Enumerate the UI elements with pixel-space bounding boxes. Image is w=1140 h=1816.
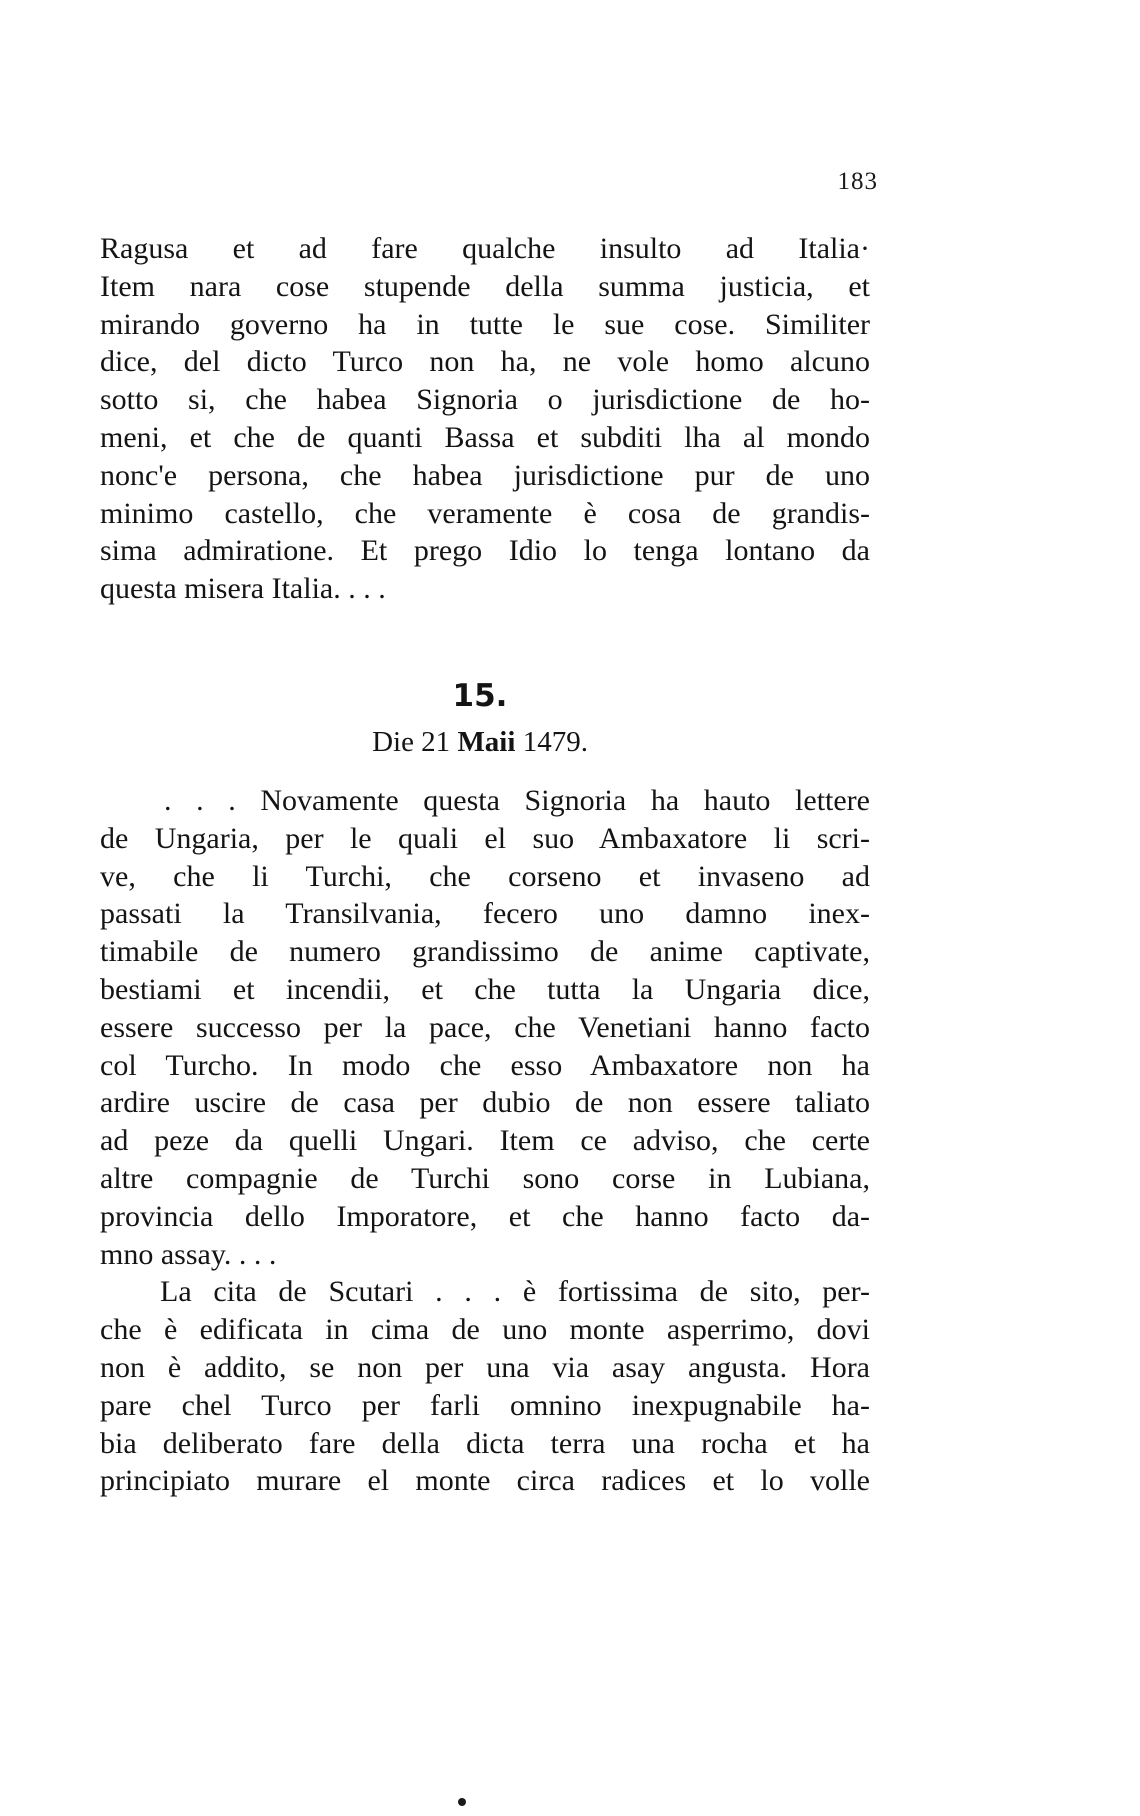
- text-line: meni, et che de quanti Bassa et subditi lha al mondo: [100, 420, 870, 454]
- text-line: Item nara cose stupende della summa justicia, et: [100, 269, 870, 303]
- text-line: mirando governo ha in tutte le sue cose. Similiter: [100, 307, 870, 341]
- text-line: bestiami et incendii, et che tutta la Ungaria dice,: [100, 972, 870, 1006]
- text-line: pare chel Turco per farli omnino inexpugnabile ha-: [100, 1388, 870, 1422]
- text-line: ad peze da quelli Ungari. Item ce adviso, che certe: [100, 1124, 870, 1158]
- text-line: passati la Transilvania, fecero uno damno inex-: [100, 897, 870, 931]
- text-line: altre compagnie de Turchi sono corse in Lubiana,: [100, 1161, 870, 1195]
- ink-dot-mark: [458, 1798, 466, 1806]
- text-line: sotto si, che habea Signoria o jurisdictione de ho-: [100, 383, 870, 417]
- text-line: timabile de numero grandissimo de anime captivate,: [100, 935, 870, 969]
- text-line: . . . Novamente questa Signoria ha hauto lettere: [164, 784, 870, 817]
- text-line: nonc'e persona, che habea jurisdictione pur de uno: [100, 458, 870, 492]
- date-year: 1479.: [515, 726, 588, 758]
- text-line: non è addito, se non per una via asay angusta. Hora: [100, 1350, 870, 1384]
- text-line: minimo castello, che veramente è cosa de grandis-: [100, 496, 870, 530]
- text-line: ardire uscire de casa per dubio de non essere taliato: [100, 1086, 870, 1120]
- section-number: 15.: [452, 678, 508, 714]
- text-line: Ragusa et ad fare qualche insulto ad Italia·: [100, 232, 870, 265]
- text-line: bia deliberato fare della dicta terra una rocha et ha: [100, 1426, 870, 1460]
- text-line: questa misera Italia. . . .: [100, 572, 386, 606]
- text-line: La cita de Scutari . . . è fortissima de sito, per-: [160, 1275, 870, 1309]
- paragraph-ungaria: [100, 782, 870, 1500]
- date-month: Maii: [457, 726, 516, 758]
- paragraph-ragusa: [100, 230, 870, 608]
- text-line: provincia dello Imporatore, et che hanno facto da-: [100, 1199, 870, 1233]
- text-line: che è edificata in cima de uno monte asperrimo, dovi: [100, 1313, 870, 1347]
- date-prefix: Die 21: [372, 726, 458, 758]
- text-line: dice, del dicto Turco non ha, ne vole homo alcuno: [100, 345, 870, 379]
- text-line: principiato murare el monte circa radices et lo volle: [100, 1464, 870, 1498]
- text-line: ve, che li Turchi, che corseno et invaseno ad: [100, 859, 870, 893]
- text-line: col Turcho. In modo che esso Ambaxatore non ha: [100, 1048, 870, 1082]
- text-line: de Ungaria, per le quali el suo Ambaxatore li scri-: [100, 821, 870, 855]
- text-line: sima admiratione. Et prego Idio lo tenga lontano da: [100, 534, 870, 568]
- page-number: 183: [837, 168, 878, 195]
- text-line: essere successo per la pace, che Venetiani hanno facto: [100, 1010, 870, 1044]
- section-date: [0, 726, 960, 759]
- text-line: mno assay. . . .: [100, 1237, 277, 1271]
